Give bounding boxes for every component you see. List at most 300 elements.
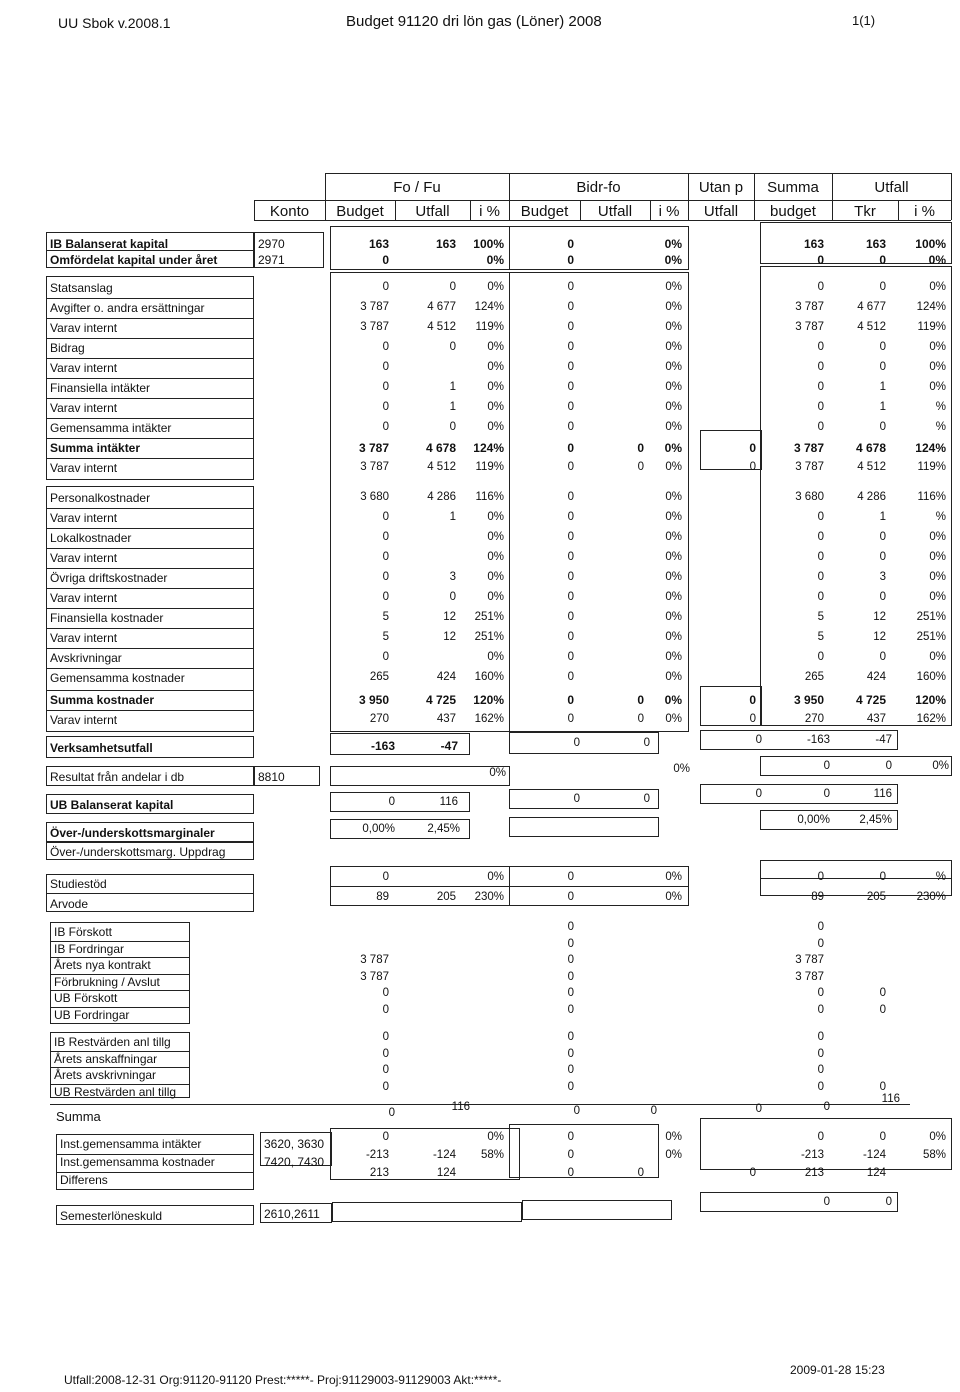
gem-label: Inst.gemensamma intäkter	[60, 1137, 202, 1151]
cell-tk: 0	[879, 591, 886, 603]
forskott-label: Förbrukning / Avslut	[54, 974, 160, 989]
cell-tk: 1	[879, 511, 886, 523]
cell-fb: 163	[368, 237, 389, 251]
cell-fp: 0%	[487, 651, 504, 663]
semester-tk: 0	[885, 1196, 892, 1208]
andelar-fp: 0%	[489, 767, 506, 779]
stud-cell-bb: 0	[567, 871, 574, 883]
cell-tp: 116%	[917, 491, 946, 503]
gem-cell-sb: 0	[817, 1131, 824, 1143]
forskott-label: IB Fordringar	[54, 941, 125, 956]
restv-cell-sb: 0	[817, 1080, 824, 1093]
cell-fu: 3	[449, 571, 456, 583]
marg-label: Över-/underskottsmarginaler	[50, 826, 215, 840]
cell-fb: 0	[382, 591, 389, 603]
stud-cell-tk: 0	[879, 871, 886, 883]
cell-fb: 0	[382, 421, 389, 433]
row-label: Varav internt	[50, 511, 118, 525]
gem-cell-tk: -124	[862, 1149, 886, 1161]
restv-label: Årets avskrivningar	[54, 1068, 157, 1082]
cell-bp: 0%	[665, 531, 682, 543]
row-label: Omfördelat kapital under året	[50, 253, 218, 267]
summa-bb: 0	[573, 1105, 580, 1117]
andelar-tk: 0	[885, 760, 892, 772]
cell-tp: 124%	[916, 301, 946, 313]
row-label: Bidrag	[50, 341, 85, 355]
gem-cell-tp: 0%	[929, 1131, 946, 1143]
cell-tp: 0%	[929, 381, 946, 393]
restv-label: UB Restvärden anl tillg	[54, 1084, 177, 1099]
gem-cell-tk: 0	[879, 1131, 886, 1143]
cell-bb: 0	[567, 671, 574, 683]
forskott-cell-sb: 3 787	[795, 970, 824, 983]
cell-tk: 0	[879, 253, 886, 267]
cell-fb: 0	[382, 281, 389, 293]
cell-bb: 0	[567, 441, 574, 455]
cell-tp: 100%	[915, 237, 946, 251]
stud-cell-fp: 230%	[474, 891, 504, 903]
row-konto: 2971	[258, 253, 285, 267]
gem-label: Differens	[60, 1173, 108, 1187]
footer-timestamp: 2009-01-28 15:23	[790, 1363, 885, 1377]
forskott-cell-fb: 0	[382, 987, 389, 999]
verksamhet-up: 0	[755, 734, 762, 746]
verksamhet-bu: 0	[643, 737, 650, 749]
cell-bb: 0	[567, 693, 574, 707]
cell-fu: 0	[449, 421, 456, 433]
cell-bb: 0	[567, 281, 574, 293]
verksamhet-bb: 0	[573, 737, 580, 749]
cell-tk: 163	[865, 237, 886, 251]
group-utanp: Utan p	[698, 179, 744, 196]
group-summa: Summa	[767, 179, 819, 196]
cell-bb: 0	[567, 361, 574, 373]
cell-sb: 0	[817, 253, 824, 267]
cell-fp: 160%	[474, 671, 504, 683]
ub-up: 0	[755, 788, 762, 800]
forskott-label: UB Förskott	[54, 991, 118, 1005]
stud-cell-fp: 0%	[487, 871, 504, 883]
cell-fp: 119%	[475, 321, 504, 333]
col-bidr-budget: Budget	[520, 203, 569, 220]
group-fofu: Fo / Fu	[393, 179, 441, 196]
forskott-cell-tk: 0	[879, 1003, 886, 1016]
cell-sb: 5	[817, 611, 824, 623]
cell-fu: 4 512	[427, 321, 456, 333]
cell-up: 0	[749, 441, 756, 455]
cell-sb: 163	[803, 237, 824, 251]
cell-bb: 0	[567, 237, 574, 251]
cell-fp: 0%	[487, 591, 504, 603]
cell-fu: 4 677	[427, 301, 456, 313]
forskott-cell-fb: 3 787	[360, 970, 389, 983]
forskott-cell-sb: 3 787	[795, 954, 824, 966]
verksamhetsutfall-label: Verksamhetsutfall	[50, 741, 153, 755]
cell-bp: 0%	[664, 253, 682, 267]
cell-fb: 0	[382, 571, 389, 583]
row-label: Varav internt	[50, 631, 118, 645]
gem-cell-tp: 58%	[922, 1149, 946, 1161]
marg-tk: 2,45%	[859, 814, 892, 826]
summa-up: 0	[755, 1103, 762, 1115]
cell-fu: 163	[435, 237, 456, 251]
cell-tk: 0	[879, 341, 886, 353]
cell-tp: 0%	[929, 341, 946, 353]
cell-tp: 124%	[915, 441, 946, 455]
cell-sb: 3 787	[795, 301, 824, 313]
cell-bp: 0%	[665, 551, 682, 563]
cell-bb: 0	[567, 571, 574, 583]
cell-tp: 162%	[916, 713, 946, 725]
row-label: Varav internt	[50, 591, 118, 605]
cell-fp: 100%	[473, 237, 504, 251]
row-konto: 2970	[258, 237, 285, 251]
cell-sb: 0	[817, 511, 824, 523]
cell-fp: 124%	[473, 441, 504, 455]
cell-bp: 0%	[665, 671, 682, 683]
cell-bu: 0	[637, 693, 644, 707]
cell-fb: 3 680	[360, 491, 389, 503]
cell-fp: 0%	[487, 571, 504, 583]
cell-sb: 3 787	[795, 321, 824, 333]
gem-cell-up: 0	[749, 1167, 756, 1179]
row-label: Varav internt	[50, 713, 118, 727]
ub-tk: 116	[873, 788, 892, 800]
cell-bp: 0%	[665, 421, 682, 433]
cell-tk: 0	[879, 651, 886, 663]
row-label: Summa kostnader	[50, 693, 155, 707]
cell-sb: 0	[817, 401, 824, 413]
ub-fu: 116	[439, 796, 458, 808]
cell-sb: 265	[804, 671, 824, 683]
restv-cell-sb: 0	[817, 1031, 824, 1043]
cell-fu: 4 725	[425, 693, 456, 707]
gem-cell-fb: 213	[369, 1167, 389, 1179]
cell-tk: 4 286	[857, 491, 886, 503]
cell-bp: 0%	[665, 611, 682, 623]
cell-sb: 3 950	[793, 693, 824, 707]
stud-cell-fu: 205	[436, 891, 456, 903]
cell-bp: 0%	[665, 401, 682, 413]
cell-tp: 251%	[916, 611, 946, 623]
ub-sb: 0	[823, 788, 830, 800]
cell-tp: %	[935, 511, 946, 523]
semester-label: Semesterlöneskuld	[60, 1209, 163, 1223]
stud-cell-tp: 230%	[916, 891, 946, 903]
row-label: Avgifter o. andra ersättningar	[50, 301, 205, 315]
row-label: Varav internt	[50, 551, 118, 565]
andelar-tp: 0%	[932, 760, 949, 772]
summa-sb: 0	[823, 1101, 830, 1113]
cell-bu: 0	[637, 461, 644, 473]
cell-bp: 0%	[665, 361, 682, 373]
gem-cell-bb: 0	[567, 1131, 574, 1143]
group-bidr: Bidr-fo	[576, 179, 621, 196]
forskott-cell-bb: 0	[567, 970, 574, 983]
cell-fu: 1	[449, 381, 456, 393]
cell-fp: 0%	[487, 281, 504, 293]
restv-cell-tk: 0	[879, 1080, 886, 1093]
stud-cell-bb: 0	[567, 891, 574, 903]
gem-cell-bb: 0	[567, 1149, 574, 1161]
cell-bp: 0%	[665, 301, 682, 313]
cell-sb: 0	[817, 381, 824, 393]
marg-fu: 2,45%	[427, 823, 460, 835]
cell-fb: 3 787	[360, 321, 389, 333]
cell-fb: 3 950	[358, 693, 389, 707]
cell-bb: 0	[567, 301, 574, 313]
cell-bb: 0	[567, 491, 574, 503]
row-label: Gemensamma kostnader	[50, 671, 185, 685]
cell-tk: 424	[866, 671, 886, 683]
restv-cell-fb: 0	[382, 1047, 389, 1060]
cell-fb: 3 787	[360, 461, 389, 473]
cell-bp: 0%	[665, 713, 682, 725]
row-label: Finansiella intäkter	[50, 381, 151, 395]
cell-fb: 3 787	[358, 441, 389, 455]
cell-tk: 12	[873, 611, 886, 623]
stud-cell-tp: %	[935, 871, 946, 883]
cell-fu: 4 678	[425, 441, 456, 455]
cell-sb: 270	[804, 713, 824, 725]
cell-bb: 0	[567, 461, 574, 473]
stud-label: Arvode	[50, 897, 89, 911]
row-label: Gemensamma intäkter	[50, 421, 172, 435]
cell-tp: 0%	[929, 531, 946, 543]
restv-cell-bb: 0	[567, 1047, 574, 1060]
gem-cell-bp: 0%	[665, 1131, 682, 1143]
col-summa-budget: budget	[770, 203, 816, 220]
cell-bp: 0%	[665, 321, 682, 333]
stud-cell-bp: 0%	[665, 891, 682, 903]
gem-cell-fu: -124	[432, 1149, 456, 1161]
restv-cell-bb: 0	[567, 1064, 574, 1076]
col-bidr-utfall: Utfall	[597, 203, 633, 220]
stud-cell-bp: 0%	[665, 871, 682, 883]
col-bidr-ipct: i %	[658, 203, 680, 220]
cell-bp: 0%	[665, 511, 682, 523]
cell-up: 0	[749, 693, 756, 707]
cell-bp: 0%	[664, 441, 682, 455]
cell-bb: 0	[567, 531, 574, 543]
cell-tp: %	[935, 401, 946, 413]
gem-cell-fp: 0%	[487, 1131, 504, 1143]
verksamhet-fb: -163	[370, 739, 395, 753]
stud-cell-fb: 0	[382, 871, 389, 883]
cell-fp: 0%	[487, 511, 504, 523]
gem-label: Inst.gemensamma kostnader	[60, 1155, 215, 1169]
gem-cell-sb: 213	[804, 1167, 824, 1179]
andelar-sb: 0	[823, 760, 830, 772]
forskott-cell-tk: 0	[879, 987, 886, 999]
cell-tk: 0	[879, 281, 886, 293]
col-fofu-utfall: Utfall	[415, 203, 450, 220]
cell-bp: 0%	[665, 281, 682, 293]
gem-cell-bp: 0%	[665, 1149, 682, 1161]
cell-sb: 0	[817, 361, 824, 373]
forskott-cell-bb: 0	[567, 937, 574, 950]
cell-fb: 0	[382, 361, 389, 373]
verksamhet-fu: -47	[440, 739, 458, 753]
cell-bb: 0	[567, 421, 574, 433]
cell-tp: 0%	[928, 253, 946, 267]
cell-tk: 0	[879, 551, 886, 563]
cell-fu: 4 286	[427, 491, 456, 503]
row-label: Lokalkostnader	[50, 531, 132, 545]
cell-bu: 0	[637, 713, 644, 725]
cell-tk: 4 677	[857, 301, 886, 313]
cell-fb: 5	[382, 631, 389, 643]
cell-fb: 5	[382, 611, 389, 623]
row-label: IB Balanserat kapital	[50, 237, 169, 251]
gem-konto: 7420, 7430	[264, 1155, 325, 1169]
cell-fu: 1	[449, 401, 456, 413]
cell-bp: 0%	[664, 237, 682, 251]
cell-fp: 116%	[475, 491, 504, 503]
cell-bb: 0	[567, 551, 574, 563]
gem-cell-fu: 124	[436, 1167, 456, 1179]
cell-bp: 0%	[664, 693, 682, 707]
gem-cell-fp: 58%	[480, 1149, 504, 1161]
stud-cell-sb: 0	[817, 871, 824, 883]
cell-fp: 0%	[487, 401, 504, 413]
cell-bp: 0%	[665, 571, 682, 583]
cell-tk: 0	[879, 421, 886, 433]
row-label: Statsanslag	[50, 281, 113, 295]
cell-bp: 0%	[665, 341, 682, 353]
cell-tk: 3	[879, 571, 886, 583]
cell-fu: 4 512	[427, 461, 456, 473]
row-label: Varav internt	[50, 361, 118, 375]
cell-fp: 0%	[487, 551, 504, 563]
ub-fb: 0	[388, 796, 395, 808]
forskott-label: UB Fordringar	[54, 1007, 130, 1022]
cell-bb: 0	[567, 611, 574, 623]
restv-cell-sb: 0	[817, 1064, 824, 1076]
cell-fp: 162%	[474, 713, 504, 725]
cell-fu: 424	[436, 671, 456, 683]
stud-cell-tk: 205	[866, 891, 886, 903]
col-fofu-budget: Budget	[336, 203, 384, 220]
cell-sb: 0	[817, 531, 824, 543]
cell-tp: 160%	[916, 671, 946, 683]
cell-bb: 0	[567, 381, 574, 393]
cell-bb: 0	[567, 713, 574, 725]
andelar-label: Resultat från andelar i db	[50, 770, 185, 784]
row-label: Finansiella kostnader	[50, 611, 164, 625]
cell-tp: 0%	[929, 361, 946, 373]
cell-fb: 0	[382, 381, 389, 393]
cell-fp: 124%	[474, 301, 504, 313]
marg-sb: 0,00%	[797, 814, 830, 826]
cell-bb: 0	[567, 341, 574, 353]
cell-tk: 4 725	[855, 693, 886, 707]
cell-tk: 4 512	[857, 321, 886, 333]
summa-bu: 0	[650, 1105, 657, 1117]
row-label: Varav internt	[50, 321, 118, 335]
cell-sb: 0	[817, 341, 824, 353]
col-fofu-ipct: i %	[479, 203, 500, 220]
gem-cell-fb: 0	[382, 1131, 389, 1143]
cell-fp: 0%	[487, 361, 504, 373]
andelar-konto: 8810	[258, 770, 285, 784]
cell-tp: 251%	[916, 631, 946, 643]
cell-fb: 0	[382, 253, 389, 267]
cell-fb: 0	[382, 531, 389, 543]
cell-bb: 0	[567, 511, 574, 523]
report-title: Budget 91120 dri lön gas (Löner) 2008	[346, 13, 602, 30]
forskott-cell-bb: 0	[567, 921, 574, 933]
forskott-cell-fb: 0	[382, 1003, 389, 1016]
col-konto: Konto	[269, 203, 310, 220]
cell-tp: 120%	[915, 693, 946, 707]
cell-tk: 4 512	[857, 461, 886, 473]
cell-bb: 0	[567, 591, 574, 603]
restv-cell-fb: 0	[382, 1064, 389, 1076]
forskott-label: IB Förskott	[54, 925, 113, 939]
cell-fp: 0%	[487, 531, 504, 543]
restv-cell-fb: 0	[382, 1031, 389, 1043]
summa-tk: 116	[881, 1093, 900, 1105]
cell-fp: 119%	[475, 461, 504, 473]
cell-tk: 0	[879, 361, 886, 373]
cell-fp: 0%	[487, 381, 504, 393]
cell-tp: 0%	[929, 281, 946, 293]
forskott-cell-sb: 0	[817, 921, 824, 933]
restv-cell-fb: 0	[382, 1080, 389, 1093]
row-label: Varav internt	[50, 461, 118, 475]
cell-tk: 1	[879, 401, 886, 413]
cell-bp: 0%	[665, 491, 682, 503]
cell-fu: 0	[449, 591, 456, 603]
verksamhet-tk: -47	[875, 734, 892, 746]
ub-bb: 0	[573, 793, 580, 805]
cell-sb: 0	[817, 281, 824, 293]
forskott-cell-bb: 0	[567, 987, 574, 999]
cell-bb: 0	[567, 631, 574, 643]
semester-sb: 0	[823, 1196, 830, 1208]
cell-fu: 0	[449, 281, 456, 293]
cell-bp: 0%	[665, 381, 682, 393]
cell-fp: 120%	[473, 693, 504, 707]
cell-tp: %	[935, 421, 946, 433]
ub-bu: 0	[643, 793, 650, 805]
cell-fb: 270	[369, 713, 389, 725]
summa-label: Summa	[56, 1109, 101, 1124]
restv-cell-bb: 0	[567, 1080, 574, 1093]
row-label: Summa intäkter	[50, 441, 141, 455]
cell-tk: 4 678	[855, 441, 886, 455]
cell-bp: 0%	[665, 591, 682, 603]
cell-bb: 0	[567, 321, 574, 333]
cell-tp: 119%	[917, 321, 946, 333]
uppdrag-label: Över-/underskottsmarg. Uppdrag	[50, 845, 226, 859]
cell-sb: 0	[817, 551, 824, 563]
gem-cell-bu: 0	[637, 1167, 644, 1179]
cell-sb: 0	[817, 421, 824, 433]
cell-bp: 0%	[665, 651, 682, 663]
col-utanp-utfall: Utfall	[703, 203, 739, 220]
gem-cell-bb: 0	[567, 1167, 574, 1179]
forskott-label: Årets nya kontrakt	[54, 958, 151, 972]
cell-tk: 437	[866, 713, 886, 725]
summa-fb: 0	[388, 1107, 395, 1119]
restv-label: IB Restvärden anl tillg	[54, 1035, 171, 1049]
gem-cell-fb: -213	[365, 1149, 389, 1161]
cell-bb: 0	[567, 401, 574, 413]
cell-tp: 0%	[929, 651, 946, 663]
stud-cell-sb: 89	[811, 891, 824, 903]
